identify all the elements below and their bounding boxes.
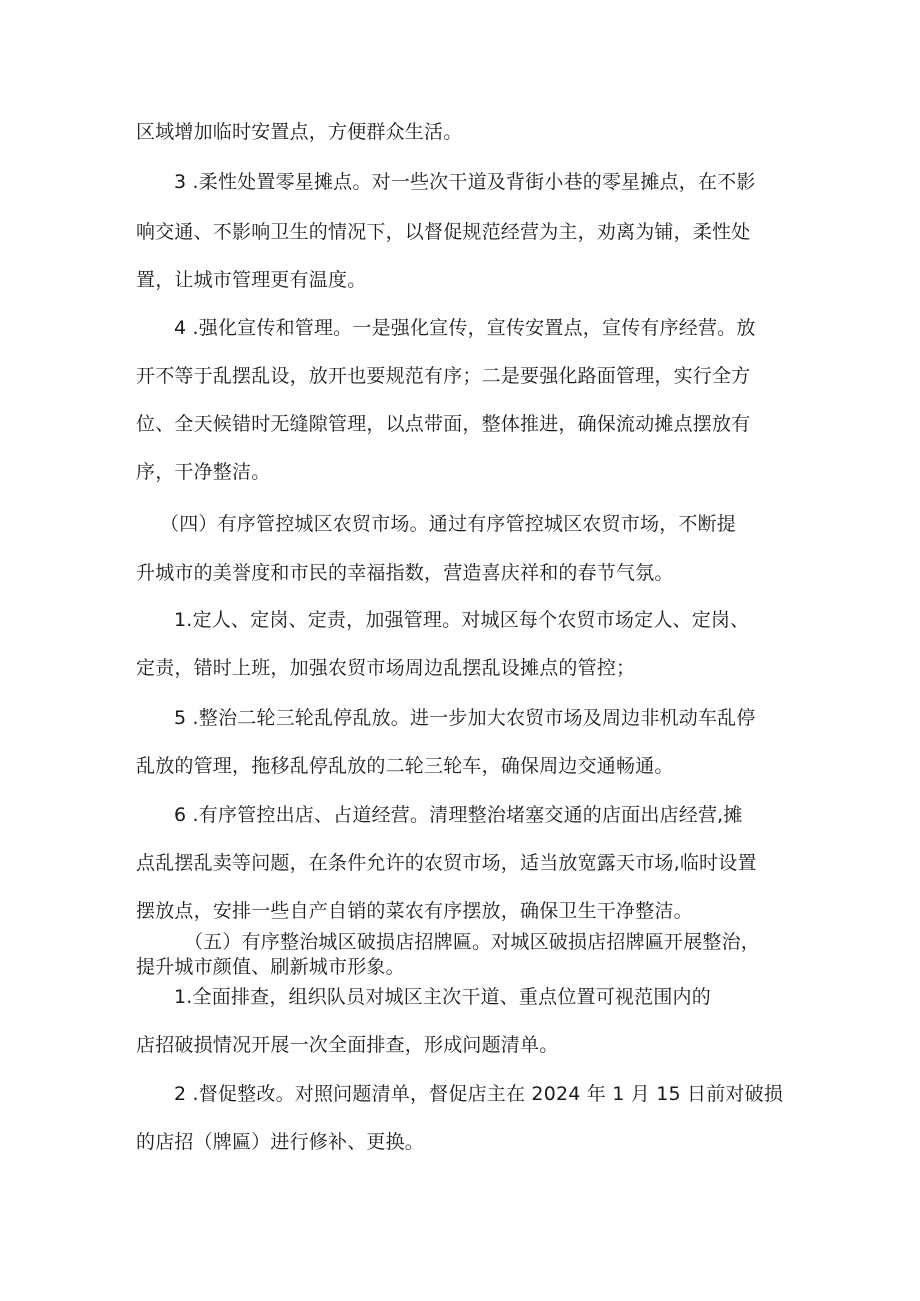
section-heading-line: （五）有序整治城区破损店招牌匾。对城区破损店招牌匾开展整治， <box>184 931 761 953</box>
paragraph-line: 的店招（牌匾）进行修补、更换。 <box>136 1131 425 1153</box>
paragraph-line: 1.全面排查，组织队员对城区主次干道、重点位置可视范围内的 <box>174 986 711 1008</box>
paragraph-line: 5 .整治二轮三轮乱停乱放。进一步加大农贸市场及周边非机动车乱停 <box>174 707 756 729</box>
paragraph-line: 序，干净整洁。 <box>136 461 271 483</box>
paragraph-line: 3 .柔性处置零星摊点。对一些次干道及背街小巷的零星摊点，在不影 <box>174 171 756 193</box>
paragraph-line: 提升城市颜值、刷新城市形象。 <box>136 956 405 978</box>
paragraph-line: 响交通、不影响卫生的情况下，以督促规范经营为主，劝离为铺，柔性处 <box>136 221 751 243</box>
paragraph-line: 1.定人、定岗、定责，加强管理。对城区每个农贸市场定人、定岗、 <box>174 609 750 631</box>
paragraph-line: 店招破损情况开展一次全面排查，形成问题清单。 <box>136 1034 559 1056</box>
paragraph-line: 2 .督促整改。对照问题清单，督促店主在 2024 年 1 月 15 日前对破损 <box>174 1083 784 1105</box>
paragraph-line: 区域增加临时安置点，方便群众生活。 <box>136 121 463 143</box>
paragraph-line: 点乱摆乱卖等问题，在条件允许的农贸市场，适当放宽露天市场,临时设置 <box>136 852 757 874</box>
section-heading-line: （四）有序管控城区农贸市场。通过有序管控城区农贸市场，不断提 <box>160 513 737 535</box>
paragraph-line: 置，让城市管理更有温度。 <box>136 269 367 291</box>
paragraph-line: 开不等于乱摆乱设，放开也要规范有序；二是要强化路面管理，实行全方 <box>136 365 751 387</box>
paragraph-line: 6 .有序管控出店、占道经营。清理整治堵塞交通的店面出店经营,摊 <box>174 804 743 826</box>
paragraph-line: 定责，错时上班，加强农贸市场周边乱摆乱设摊点的管控； <box>136 657 636 679</box>
paragraph-line: 升城市的美誉度和市民的幸福指数，营造喜庆祥和的春节气氛。 <box>136 562 674 584</box>
paragraph-line: 乱放的管理，拖移乱停乱放的二轮三轮车，确保周边交通畅通。 <box>136 755 674 777</box>
paragraph-line: 位、全天候错时无缝隙管理，以点带面，整体推进，确保流动摊点摆放有 <box>136 413 751 435</box>
paragraph-line: 摆放点，安排一些自产自销的菜农有序摆放，确保卫生干净整洁。 <box>136 900 693 922</box>
paragraph-line: 4 .强化宣传和管理。一是强化宣传，宣传安置点，宣传有序经营。放 <box>174 317 756 339</box>
